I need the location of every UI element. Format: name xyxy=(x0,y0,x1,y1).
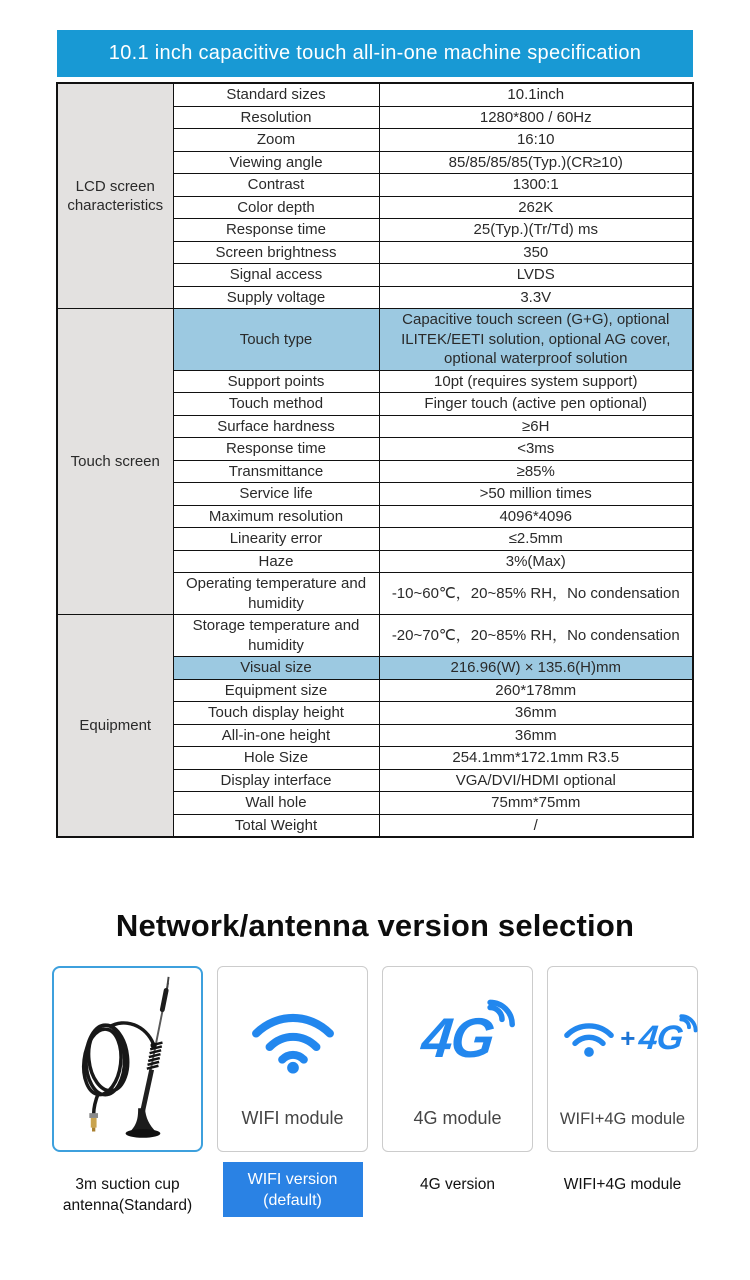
4g-icon-small: 4G xyxy=(639,1023,682,1053)
spec-value-cell: -20~70℃，20~85% RH，No condensation xyxy=(379,615,693,657)
4g-module-label: 4G module xyxy=(413,1108,502,1128)
antenna-option-row xyxy=(52,966,698,1152)
wifi-version-button[interactable]: WIFI version (default) xyxy=(223,1162,363,1217)
spec-value-cell: 262K xyxy=(379,196,693,219)
spec-value-cell: 1280*800 / 60Hz xyxy=(379,106,693,129)
spec-label-cell: Viewing angle xyxy=(173,151,379,174)
wifi-4g-caption: WIFI+4G module xyxy=(563,1176,682,1193)
spec-label-cell: Equipment size xyxy=(173,679,379,702)
spec-value-cell: 350 xyxy=(379,241,693,264)
spec-value-cell: ≥85% xyxy=(379,460,693,483)
wifi-module-label: WIFI module xyxy=(241,1108,344,1128)
spec-value-cell: -10~60℃，20~85% RH，No condensation xyxy=(379,573,693,615)
spec-value-cell: <3ms xyxy=(379,438,693,461)
spec-value-cell: LVDS xyxy=(379,264,693,287)
suction-cup-antenna-photo xyxy=(55,970,200,1148)
spec-row xyxy=(57,309,693,371)
spec-label-cell: Linearity error xyxy=(173,528,379,551)
spec-value-cell: ≤2.5mm xyxy=(379,528,693,551)
antenna-caption: 3m suction cup antenna(Standard) xyxy=(62,1176,193,1214)
option-box-antenna[interactable] xyxy=(52,966,203,1152)
spec-label-cell: Touch type xyxy=(173,309,379,371)
spec-category-cell-0: LCD screen characteristics xyxy=(57,83,173,309)
wifi-4g-module-label: WIFI+4G module xyxy=(559,1110,686,1128)
spec-value-cell: 254.1mm*172.1mm R3.5 xyxy=(379,747,693,770)
spec-label-cell: Storage temperature and humidity xyxy=(173,615,379,657)
spec-value-cell: 36mm xyxy=(379,724,693,747)
spec-label-cell: Signal access xyxy=(173,264,379,287)
spec-label-cell: Standard sizes xyxy=(173,83,379,106)
spec-label-cell: Display interface xyxy=(173,769,379,792)
spec-label-cell: Response time xyxy=(173,219,379,242)
spec-label-cell: Wall hole xyxy=(173,792,379,815)
spec-category-cell-2: Equipment xyxy=(57,615,173,838)
option-box-wifi[interactable] xyxy=(217,966,368,1152)
spec-value-cell: 25(Typ.)(Tr/Td) ms xyxy=(379,219,693,242)
wifi-icon xyxy=(247,1002,339,1074)
spec-label-cell: Support points xyxy=(173,370,379,393)
spec-value-cell: 4096*4096 xyxy=(379,505,693,528)
spec-value-cell: VGA/DVI/HDMI optional xyxy=(379,769,693,792)
wifi-plus-4g-icon xyxy=(562,1016,683,1060)
spec-label-cell: Zoom xyxy=(173,129,379,152)
spec-label-cell: Transmittance xyxy=(173,460,379,483)
spec-value-cell: / xyxy=(379,814,693,837)
spec-banner xyxy=(57,30,693,77)
spec-label-cell: Color depth xyxy=(173,196,379,219)
spec-label-cell: Service life xyxy=(173,483,379,506)
spec-table xyxy=(56,82,694,838)
spec-label-cell: Total Weight xyxy=(173,814,379,837)
spec-value-cell: Finger touch (active pen optional) xyxy=(379,393,693,416)
spec-label-cell: Supply voltage xyxy=(173,286,379,309)
4g-icon: 4G xyxy=(422,1013,493,1063)
spec-value-cell: 3.3V xyxy=(379,286,693,309)
spec-value-cell: 16:10 xyxy=(379,129,693,152)
spec-label-cell: Touch display height xyxy=(173,702,379,725)
spec-row xyxy=(57,83,693,106)
option-box-4g[interactable] xyxy=(382,966,533,1152)
spec-label-cell: Maximum resolution xyxy=(173,505,379,528)
spec-value-cell: ≥6H xyxy=(379,415,693,438)
spec-row xyxy=(57,615,693,657)
spec-value-cell: 260*178mm xyxy=(379,679,693,702)
spec-banner-title: 10.1 inch capacitive touch all-in-one machine specification xyxy=(108,42,642,64)
spec-value-cell: Capacitive touch screen (G+G), optional ILITEK/EETI solution, optional AG cover, optional waterproof solution xyxy=(379,309,693,371)
plus-sign: + xyxy=(620,1023,636,1053)
spec-value-cell: 85/85/85/85(Typ.)(CR≥10) xyxy=(379,151,693,174)
spec-label-cell: Touch method xyxy=(173,393,379,416)
spec-label-cell: All-in-one height xyxy=(173,724,379,747)
spec-label-cell: Surface hardness xyxy=(173,415,379,438)
spec-label-cell: Contrast xyxy=(173,174,379,197)
spec-label-cell: Resolution xyxy=(173,106,379,129)
spec-label-cell: Screen brightness xyxy=(173,241,379,264)
spec-label-cell: Hole Size xyxy=(173,747,379,770)
wifi-icon xyxy=(562,1016,616,1060)
spec-value-cell: >50 million times xyxy=(379,483,693,506)
option-box-wifi-4g[interactable] xyxy=(547,966,698,1152)
spec-category-cell-1: Touch screen xyxy=(57,309,173,615)
spec-value-cell: 3%(Max) xyxy=(379,550,693,573)
spec-label-cell: Operating temperature and humidity xyxy=(173,573,379,615)
caption-row xyxy=(52,1162,698,1217)
spec-label-cell: Visual size xyxy=(173,657,379,680)
spec-value-cell: 1300:1 xyxy=(379,174,693,197)
spec-label-cell: Haze xyxy=(173,550,379,573)
spec-value-cell: 216.96(W) × 135.6(H)mm xyxy=(379,657,693,680)
spec-value-cell: 10pt (requires system support) xyxy=(379,370,693,393)
spec-value-cell: 75mm*75mm xyxy=(379,792,693,815)
network-section-title: Network/antenna version selection xyxy=(115,908,635,943)
spec-label-cell: Response time xyxy=(173,438,379,461)
spec-value-cell: 10.1inch xyxy=(379,83,693,106)
4g-version-caption: 4G version xyxy=(420,1176,495,1193)
spec-value-cell: 36mm xyxy=(379,702,693,725)
